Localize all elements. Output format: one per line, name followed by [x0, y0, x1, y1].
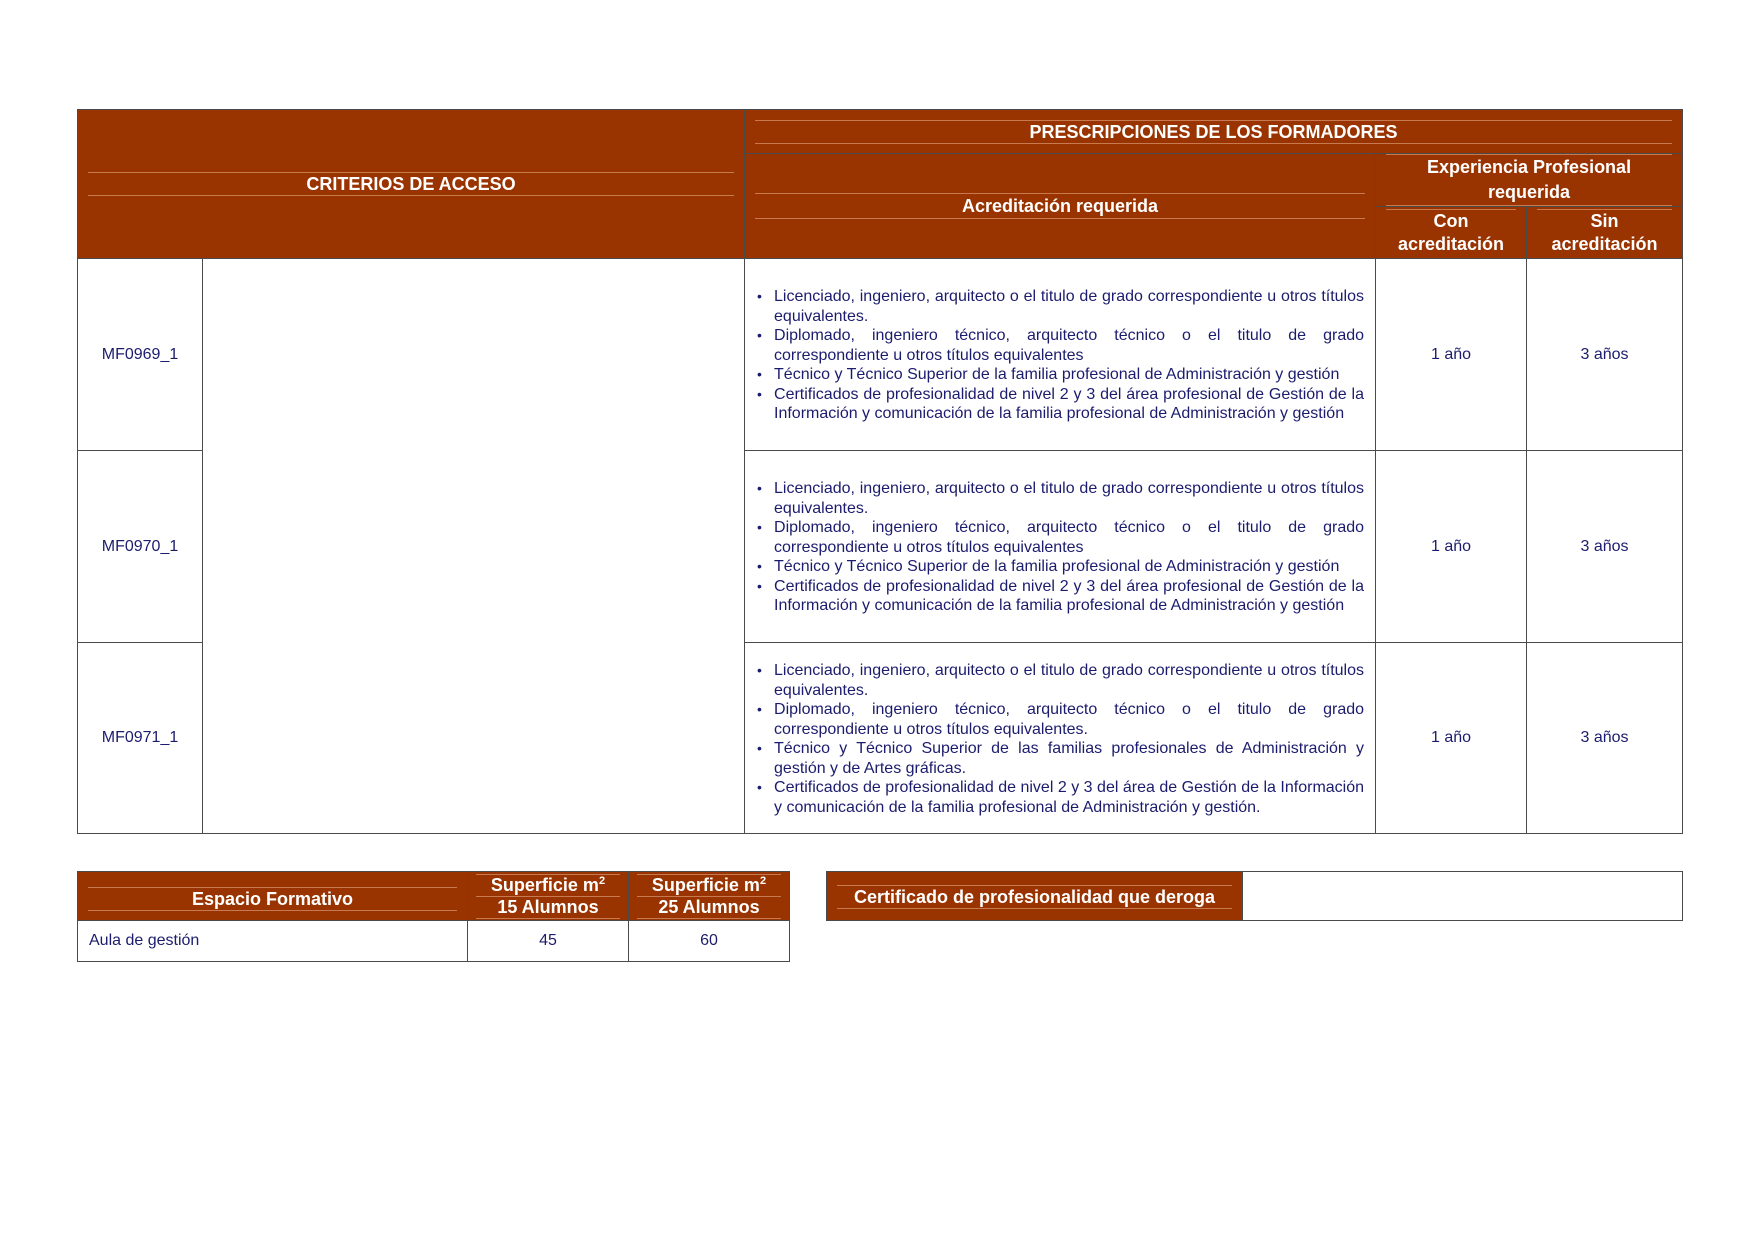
sin-acreditacion-value: 3 años	[1527, 643, 1683, 834]
list-item: • Diplomado, ingeniero técnico, arquitecto técnico o el titulo de grado correspondiente u otros títulos equivalentes.	[774, 700, 1364, 739]
prescripciones-header	[745, 110, 1683, 154]
superficie-25-header	[629, 872, 790, 921]
superficie-15-text: Superficie m	[490, 874, 599, 895]
qualifications-list	[756, 287, 1364, 424]
superficie-15-line1	[476, 874, 620, 896]
sin-line2: acreditación	[1551, 234, 1658, 254]
certificado-label: Certificado de profesionalidad que deroga	[837, 885, 1232, 909]
con-acreditacion-value: 1 año	[1376, 259, 1527, 451]
experiencia-label: Experiencia Profesional requerida	[1386, 154, 1672, 206]
sin-acreditacion-value: 3 años	[1527, 259, 1683, 451]
list-item: • Diplomado, ingeniero técnico, arquitecto técnico o el titulo de grado correspondiente u otros títulos equivalentes	[774, 326, 1364, 365]
certificado-value	[1243, 872, 1683, 921]
espacio-label: Espacio Formativo	[88, 887, 457, 911]
espacio-header	[78, 872, 468, 921]
criterios-cell	[203, 259, 745, 834]
qualifications-cell	[745, 451, 1376, 643]
con-acreditacion-header	[1376, 207, 1527, 259]
table-row	[78, 921, 790, 962]
criterios-label: CRITERIOS DE ACCESO	[88, 172, 734, 196]
module-code: MF0970_1	[78, 451, 203, 643]
con-line2: acreditación	[1397, 234, 1505, 254]
list-item: • Licenciado, ingeniero, arquitecto o el titulo de grado correspondiente u otros títulos equivalentes.	[774, 287, 1364, 326]
acreditacion-label: Acreditación requerida	[755, 193, 1365, 219]
qualifications-list	[756, 479, 1364, 616]
list-item: • Técnico y Técnico Superior de la familia profesional de Administración y gestión	[774, 365, 1364, 385]
experiencia-header	[1376, 154, 1683, 207]
list-item: • Diplomado, ingeniero técnico, arquitecto técnico o el titulo de grado correspondiente u otros títulos equivalentes	[774, 518, 1364, 557]
con-line1: Con	[1386, 209, 1516, 232]
prescripciones-label: PRESCRIPCIONES DE LOS FORMADORES	[755, 120, 1672, 144]
superficie-15-line2: 15 Alumnos	[476, 896, 620, 919]
list-item: • Licenciado, ingeniero, arquitecto o el titulo de grado correspondiente u otros títulos equivalentes.	[774, 479, 1364, 518]
espacio-formativo-table	[77, 871, 790, 962]
sin-line1: Sin	[1537, 209, 1672, 232]
list-item: • Técnico y Técnico Superior de las familias profesionales de Administración y gestión y de Artes gráficas.	[774, 739, 1364, 778]
module-code: MF0971_1	[78, 643, 203, 834]
criterios-header	[78, 110, 745, 259]
con-acreditacion-value: 1 año	[1376, 643, 1527, 834]
superficie-25-line1	[637, 874, 781, 896]
acreditacion-header	[745, 154, 1376, 259]
module-code: MF0969_1	[78, 259, 203, 451]
superficie-25-sup: 2	[759, 874, 767, 887]
list-item: • Licenciado, ingeniero, arquitecto o el titulo de grado correspondiente u otros títulos equivalentes.	[774, 661, 1364, 700]
superficie-15-value: 45	[468, 921, 629, 962]
table-row	[78, 259, 1683, 451]
superficie-25-value: 60	[629, 921, 790, 962]
sin-acreditacion-value: 3 años	[1527, 451, 1683, 643]
superficie-25-text: Superficie m	[651, 874, 760, 895]
superficie-15-header	[468, 872, 629, 921]
certificado-deroga-table	[826, 871, 1683, 921]
qualifications-cell	[745, 259, 1376, 451]
certificado-header	[827, 872, 1243, 921]
qualifications-list	[756, 661, 1364, 817]
espacio-name: Aula de gestión	[78, 921, 468, 962]
list-item: • Certificados de profesionalidad de nivel 2 y 3 del área profesional de Gestión de la Información y comunicación de la familia profesional de Administración y gestión	[774, 385, 1364, 424]
superficie-15-sup: 2	[598, 874, 606, 887]
con-acreditacion-value: 1 año	[1376, 451, 1527, 643]
list-item: • Certificados de profesionalidad de nivel 2 y 3 del área de Gestión de la Información y comunicación de la familia profesional de Administración y gestión.	[774, 778, 1364, 817]
list-item: • Técnico y Técnico Superior de la familia profesional de Administración y gestión	[774, 557, 1364, 577]
list-item: • Certificados de profesionalidad de nivel 2 y 3 del área profesional de Gestión de la Información y comunicación de la familia profesional de Administración y gestión	[774, 577, 1364, 616]
superficie-25-line2: 25 Alumnos	[637, 896, 781, 919]
qualifications-cell	[745, 643, 1376, 834]
sin-acreditacion-header	[1527, 207, 1683, 259]
trainer-requirements-table	[77, 109, 1683, 834]
